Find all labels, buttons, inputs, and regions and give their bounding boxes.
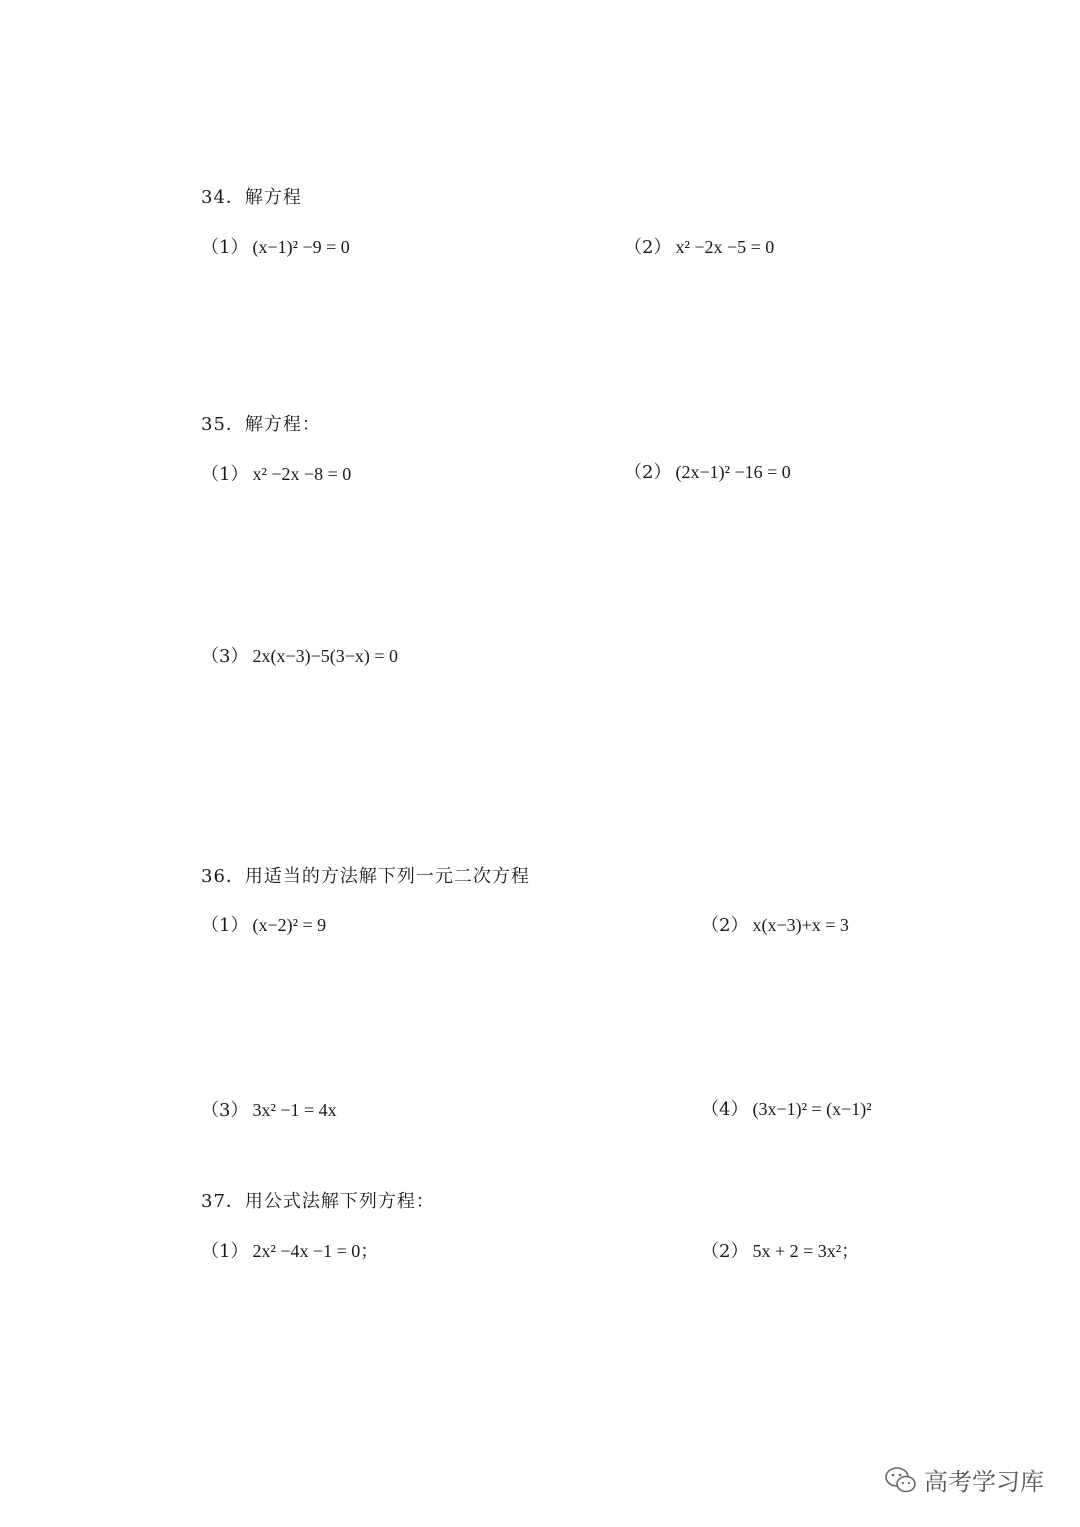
part-number: （2） <box>624 462 672 483</box>
watermark-text: 高考学习库 <box>924 1468 1044 1496</box>
equation: (3x−1)² = (x−1)² <box>752 1099 872 1119</box>
question-36-part-1 <box>201 911 326 937</box>
part-number: （2） <box>701 1241 749 1262</box>
question-36-part-2 <box>701 911 849 937</box>
question-36-part-4 <box>701 1095 872 1121</box>
question-37-title: 37．用公式法解下列方程： <box>201 1191 435 1212</box>
question-36-part-3 <box>201 1096 337 1122</box>
question-35-part-1 <box>201 460 351 486</box>
equation: (2x−1)² −16 = 0 <box>675 462 791 482</box>
equation: 5x + 2 = 3x²； <box>752 1241 860 1261</box>
question-35-part-3 <box>201 642 398 668</box>
equation: x² −2x −5 = 0 <box>675 237 775 257</box>
part-number: （3） <box>201 646 249 667</box>
part-number: （4） <box>701 1099 749 1120</box>
part-number: （2） <box>624 237 672 258</box>
equation: x² −2x −8 = 0 <box>252 464 352 484</box>
question-34-part-2 <box>624 233 774 259</box>
equation: 3x² −1 = 4x <box>252 1100 337 1120</box>
question-36-title: 36．用适当的方法解下列一元二次方程 <box>201 866 530 887</box>
question-35-part-2 <box>624 458 791 484</box>
equation: (x−1)² −9 = 0 <box>252 237 350 257</box>
question-35-title: 35．解方程： <box>201 414 321 435</box>
part-number: （2） <box>701 915 749 936</box>
part-number: （1） <box>201 464 249 485</box>
part-number: （1） <box>201 237 249 258</box>
question-37-part-1 <box>201 1237 378 1263</box>
question-34-title: 34．解方程 <box>201 187 302 208</box>
equation: x(x−3)+x = 3 <box>752 915 849 935</box>
equation: 2x² −4x −1 = 0； <box>252 1241 379 1261</box>
question-34-part-1 <box>201 233 350 259</box>
question-37-part-2 <box>701 1237 859 1263</box>
watermark <box>884 1462 1044 1497</box>
part-number: （3） <box>201 1100 249 1121</box>
equation: 2x(x−3)−5(3−x) = 0 <box>252 646 399 666</box>
equation: (x−2)² = 9 <box>252 915 327 935</box>
part-number: （1） <box>201 915 249 936</box>
wechat-icon <box>884 1465 918 1495</box>
part-number: （1） <box>201 1241 249 1262</box>
